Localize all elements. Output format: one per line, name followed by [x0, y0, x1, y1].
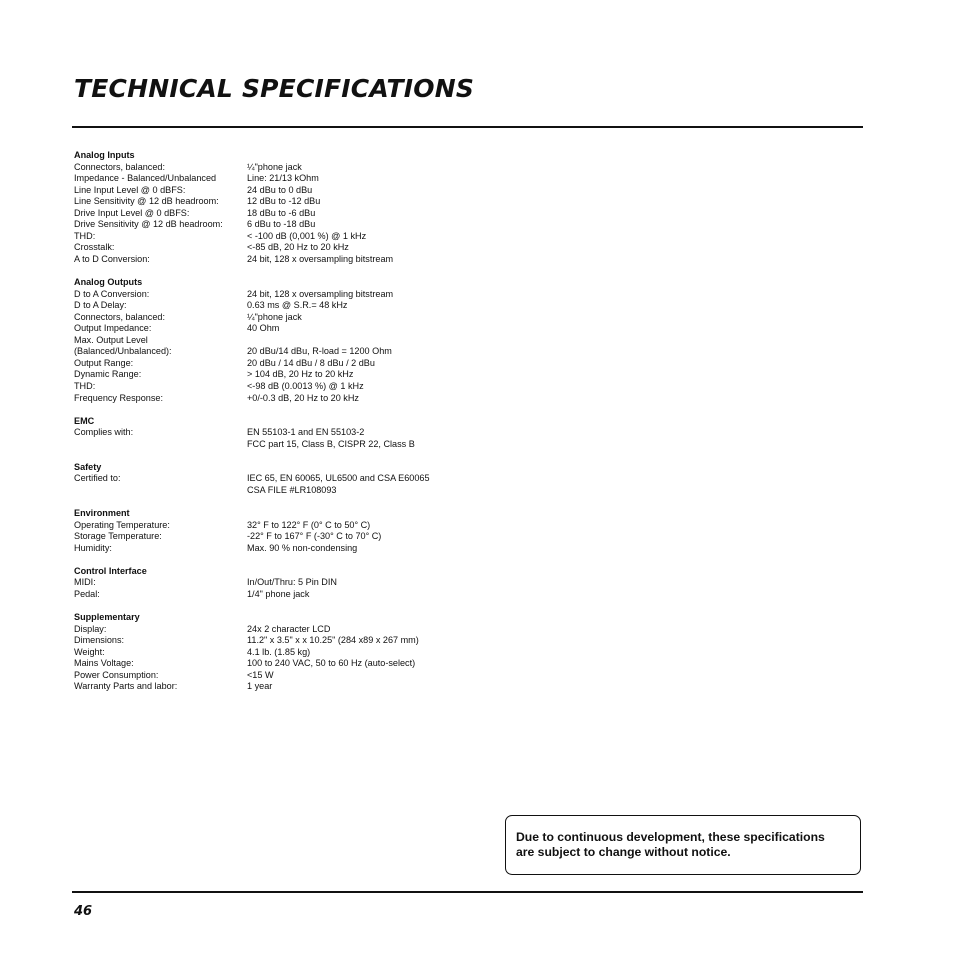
spec-label: Frequency Response: — [74, 392, 163, 403]
spec-row — [74, 635, 634, 647]
spec-value: < -100 dB (0,001 %) @ 1 kHz — [247, 230, 367, 241]
spec-section — [74, 612, 634, 693]
section-heading: Analog Outputs — [74, 277, 143, 288]
section-heading: Safety — [74, 461, 102, 472]
spec-row — [74, 289, 634, 301]
spec-value: FCC part 15, Class B, CISPR 22, Class B — [247, 438, 415, 449]
spec-value: > 104 dB, 20 Hz to 20 kHz — [247, 369, 354, 380]
spec-section — [74, 150, 634, 265]
spec-label: Output Range: — [74, 357, 134, 368]
spec-row — [74, 196, 634, 208]
spec-value: IEC 65, EN 60065, UL6500 and CSA E60065 — [247, 473, 430, 484]
spec-row — [74, 369, 634, 381]
spec-value: 1 year — [247, 681, 273, 692]
spec-label: (Balanced/Unbalanced): — [74, 346, 172, 357]
spec-label: Dynamic Range: — [74, 369, 142, 380]
spec-row — [74, 300, 634, 312]
notice-line-2: are subject to change without notice. — [516, 845, 731, 860]
spec-value: 18 dBu to -6 dBu — [247, 207, 316, 218]
spec-value: EN 55103-1 and EN 55103-2 — [247, 427, 365, 438]
spec-label: Connectors, balanced: — [74, 161, 165, 172]
spec-label: Humidity: — [74, 542, 112, 553]
spec-value: 32° F to 122° F (0° C to 50° C) — [247, 519, 371, 530]
spec-value: In/Out/Thru: 5 Pin DIN — [247, 577, 337, 588]
spec-row — [74, 681, 634, 693]
spec-section — [74, 508, 634, 554]
spec-value: 24 bit, 128 x oversampling bitstream — [247, 253, 394, 264]
spec-label: MIDI: — [74, 577, 96, 588]
page-number: 46 — [74, 904, 93, 919]
spec-label: Line Input Level @ 0 dBFS: — [74, 184, 186, 195]
spec-value: <-85 dB, 20 Hz to 20 kHz — [247, 242, 349, 253]
spec-value: 20 dBu/14 dBu, R-load = 1200 Ohm — [247, 346, 392, 357]
spec-value: 0.63 ms @ S.R.= 48 kHz — [247, 300, 348, 311]
spec-section — [74, 277, 634, 404]
spec-row — [74, 358, 634, 370]
spec-value: 24x 2 character LCD — [247, 623, 331, 634]
spec-value: 100 to 240 VAC, 50 to 60 Hz (auto-select) — [247, 658, 416, 669]
section-heading: Control Interface — [74, 565, 147, 576]
spec-label: Crosstalk: — [74, 242, 115, 253]
spec-value: 24 bit, 128 x oversampling bitstream — [247, 288, 394, 299]
spec-label: D to A Conversion: — [74, 288, 150, 299]
spec-label: Impedance - Balanced/Unbalanced — [74, 173, 217, 184]
spec-row — [74, 335, 634, 347]
spec-label: Weight: — [74, 646, 105, 657]
section-heading: Environment — [74, 508, 130, 519]
spec-label: A to D Conversion: — [74, 253, 150, 264]
spec-row — [74, 485, 634, 497]
specifications-list — [74, 150, 634, 705]
spec-row — [74, 346, 634, 358]
spec-row — [74, 647, 634, 659]
spec-row — [74, 670, 634, 682]
spec-label — [74, 485, 247, 497]
spec-row — [74, 393, 634, 405]
spec-value: 6 dBu to -18 dBu — [247, 219, 316, 230]
spec-label: Drive Input Level @ 0 dBFS: — [74, 207, 190, 218]
spec-row — [74, 312, 634, 324]
spec-row — [74, 208, 634, 220]
spec-label: Display: — [74, 623, 107, 634]
top-divider — [72, 126, 863, 128]
section-heading: EMC — [74, 415, 95, 426]
spec-row — [74, 520, 634, 532]
spec-value: 11.2" x 3.5" x x 10.25" (284 x89 x 267 mm) — [247, 635, 419, 646]
spec-row — [74, 427, 634, 439]
spec-value: 40 Ohm — [247, 323, 280, 334]
spec-value: ¼"phone jack — [247, 161, 302, 172]
spec-section — [74, 462, 634, 497]
spec-value: 4.1 lb. (1.85 kg) — [247, 646, 311, 657]
spec-label: D to A Delay: — [74, 300, 127, 311]
section-heading: Analog Inputs — [74, 150, 135, 160]
spec-row — [74, 439, 634, 451]
spec-row — [74, 624, 634, 636]
spec-value: 12 dBu to -12 dBu — [247, 196, 321, 207]
spec-row — [74, 185, 634, 197]
spec-row — [74, 543, 634, 555]
spec-section — [74, 566, 634, 601]
spec-value: Line: 21/13 kOhm — [247, 173, 319, 184]
spec-label: Warranty Parts and labor: — [74, 681, 178, 692]
spec-label: Dimensions: — [74, 635, 125, 646]
bottom-divider — [72, 891, 863, 893]
spec-label: Output Impedance: — [74, 323, 152, 334]
spec-row — [74, 231, 634, 243]
notice-box — [505, 815, 861, 875]
spec-value: ¼"phone jack — [247, 311, 302, 322]
spec-row — [74, 254, 634, 266]
spec-row — [74, 589, 634, 601]
spec-label: THD: — [74, 380, 96, 391]
spec-row — [74, 658, 634, 670]
spec-value: 24 dBu to 0 dBu — [247, 184, 313, 195]
spec-label: Operating Temperature: — [74, 519, 170, 530]
spec-row — [74, 531, 634, 543]
spec-label: Line Sensitivity @ 12 dB headroom: — [74, 196, 219, 207]
spec-value: -22° F to 167° F (-30° C to 70° C) — [247, 531, 382, 542]
spec-label: Certified to: — [74, 473, 121, 484]
spec-row — [74, 173, 634, 185]
spec-row — [74, 323, 634, 335]
spec-label: THD: — [74, 230, 96, 241]
notice-line-1: Due to continuous development, these specifications — [516, 830, 825, 844]
page-title: TECHNICAL SPECIFICATIONS — [74, 74, 475, 103]
spec-value: CSA FILE #LR108093 — [247, 485, 337, 495]
spec-label: Storage Temperature: — [74, 531, 162, 542]
spec-row — [74, 577, 634, 589]
spec-value: 1/4" phone jack — [247, 589, 310, 600]
spec-row — [74, 242, 634, 254]
spec-label: Complies with: — [74, 427, 134, 438]
spec-value: +0/-0.3 dB, 20 Hz to 20 kHz — [247, 392, 359, 403]
spec-label: Mains Voltage: — [74, 658, 134, 669]
spec-label: Connectors, balanced: — [74, 311, 165, 322]
spec-label: Pedal: — [74, 589, 100, 600]
spec-value: <-98 dB (0.0013 %) @ 1 kHz — [247, 380, 364, 391]
spec-value: <15 W — [247, 669, 274, 680]
spec-label: Power Consumption: — [74, 669, 159, 680]
spec-section — [74, 416, 634, 451]
spec-label — [74, 439, 247, 451]
spec-row — [74, 381, 634, 393]
spec-row — [74, 473, 634, 485]
spec-row — [74, 219, 634, 231]
spec-label: Max. Output Level — [74, 334, 148, 345]
spec-value: Max. 90 % non-condensing — [247, 542, 358, 553]
spec-label: Drive Sensitivity @ 12 dB headroom: — [74, 219, 223, 230]
spec-value: 20 dBu / 14 dBu / 8 dBu / 2 dBu — [247, 357, 375, 368]
spec-row — [74, 162, 634, 174]
section-heading: Supplementary — [74, 612, 140, 623]
